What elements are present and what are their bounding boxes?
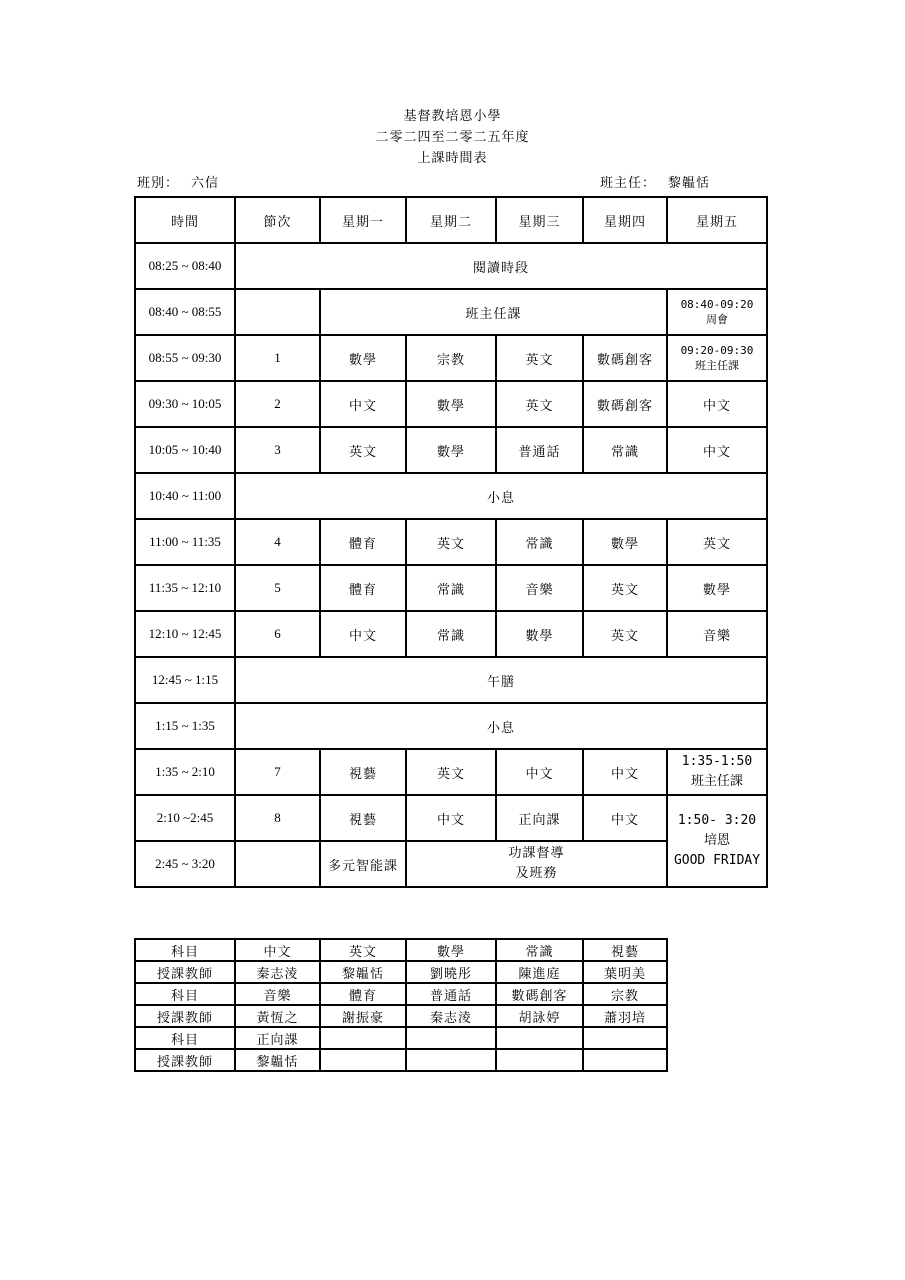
subject-cell: 常識 (406, 611, 496, 657)
teacher-table-cell: 中文 (235, 939, 320, 961)
teacher-table-cell: 謝振豪 (320, 1005, 406, 1027)
row-label-cell: 科目 (135, 1027, 235, 1049)
class-label: 班別： (137, 176, 180, 191)
subject-cell: 普通話 (496, 427, 583, 473)
class-teacher-value: 黎韞恬 (668, 176, 711, 191)
subject-cell: 英文 (496, 335, 583, 381)
subject-cell: 音樂 (667, 611, 767, 657)
time-cell: 1:35 ~ 2:10 (135, 749, 235, 795)
header-cell: 星期四 (583, 197, 667, 243)
friday-subject: 班主任課 (690, 774, 743, 789)
table-row (135, 749, 767, 795)
teacher-table-cell: 葉明美 (583, 961, 667, 983)
school-name: 基督教培恩小學 (403, 109, 502, 124)
table-row (135, 289, 767, 335)
teacher-table-cell (583, 1027, 667, 1049)
subject-cell: 中文 (667, 381, 767, 427)
document-title: 上課時間表 (417, 151, 488, 166)
teacher-table-cell (496, 1027, 583, 1049)
time-cell: 09:30 ~ 10:05 (135, 381, 235, 427)
time-cell: 11:00 ~ 11:35 (135, 519, 235, 565)
teacher-table-cell: 常識 (496, 939, 583, 961)
period-cell (235, 289, 320, 335)
subject-cell: 體育 (320, 565, 406, 611)
subject-cell: 中文 (583, 749, 667, 795)
time-cell: 2:45 ~ 3:20 (135, 841, 235, 887)
subject-cell: 中文 (667, 427, 767, 473)
subject-cell: 體育 (320, 519, 406, 565)
class-value: 六信 (191, 176, 220, 191)
teacher-table-cell: 視藝 (583, 939, 667, 961)
teacher-table-cell (320, 1027, 406, 1049)
subject-cell: 英文 (583, 565, 667, 611)
time-cell: 12:45 ~ 1:15 (135, 657, 235, 703)
table-row (135, 381, 767, 427)
table-row (135, 961, 667, 983)
subject-cell: 數學 (667, 565, 767, 611)
timetable (134, 196, 768, 888)
subject-cell: 中文 (583, 795, 667, 841)
table-row (135, 243, 767, 289)
subject-cell: 數學 (320, 335, 406, 381)
page-header (0, 106, 905, 169)
teacher-table-cell: 黎韞恬 (235, 1049, 320, 1071)
subject-cell: 英文 (496, 381, 583, 427)
subject-cell: 數碼創客 (583, 381, 667, 427)
subject-cell: 中文 (406, 795, 496, 841)
subject-cell: 數學 (406, 381, 496, 427)
subject-cell: 正向課 (496, 795, 583, 841)
table-row (135, 427, 767, 473)
time-cell: 12:10 ~ 12:45 (135, 611, 235, 657)
period-cell (235, 841, 320, 887)
period-cell: 2 (235, 381, 320, 427)
period-cell: 6 (235, 611, 320, 657)
teacher-table-cell (406, 1027, 496, 1049)
teacher-table (134, 938, 668, 1072)
teacher-table-cell: 黃恆之 (235, 1005, 320, 1027)
teacher-table-cell (496, 1049, 583, 1071)
friday-time: 1:35-1:50 (681, 754, 753, 769)
teacher-table-cell: 數碼創客 (496, 983, 583, 1005)
subject-cell: 視藝 (320, 795, 406, 841)
table-row (135, 1049, 667, 1071)
friday-subject: 班主任課 (695, 359, 739, 372)
friday-cell (667, 289, 767, 335)
row-label-cell: 授課教師 (135, 961, 235, 983)
table-row (135, 703, 767, 749)
friday-note: GOOD FRIDAY (673, 853, 761, 868)
table-row (135, 473, 767, 519)
teacher-table-cell: 正向課 (235, 1027, 320, 1049)
span-line: 及班務 (515, 866, 558, 881)
friday-subject: 培恩 (703, 833, 730, 848)
teacher-table-cell (406, 1049, 496, 1071)
friday-subject: 周會 (706, 313, 728, 326)
table-row (135, 795, 767, 841)
teacher-table-cell: 音樂 (235, 983, 320, 1005)
span-line: 功課督導 (508, 846, 565, 861)
friday-cell (667, 335, 767, 381)
table-row (135, 611, 767, 657)
teacher-table-cell (583, 1049, 667, 1071)
subject-cell: 常識 (496, 519, 583, 565)
subject-cell: 數學 (583, 519, 667, 565)
period-cell: 3 (235, 427, 320, 473)
friday-cell (667, 749, 767, 795)
span-cell (406, 841, 667, 887)
header-row (135, 197, 767, 243)
period-cell: 7 (235, 749, 320, 795)
time-cell: 11:35 ~ 12:10 (135, 565, 235, 611)
friday-time: 09:20-09:30 (680, 344, 754, 357)
span-cell: 班主任課 (320, 289, 667, 335)
table-row (135, 565, 767, 611)
teacher-table-cell (320, 1049, 406, 1071)
teacher-table-cell: 普通話 (406, 983, 496, 1005)
header-cell: 星期三 (496, 197, 583, 243)
friday-cell (667, 795, 767, 887)
row-label-cell: 科目 (135, 983, 235, 1005)
teacher-table-cell: 秦志淩 (235, 961, 320, 983)
period-cell: 5 (235, 565, 320, 611)
subject-cell: 宗教 (406, 335, 496, 381)
friday-time: 08:40-09:20 (680, 298, 754, 311)
span-cell: 小息 (235, 473, 767, 519)
span-cell: 午膳 (235, 657, 767, 703)
time-cell: 1:15 ~ 1:35 (135, 703, 235, 749)
subject-cell: 音樂 (496, 565, 583, 611)
teacher-table-cell: 體育 (320, 983, 406, 1005)
teacher-table-cell: 陳進庭 (496, 961, 583, 983)
header-cell: 星期二 (406, 197, 496, 243)
subject-cell: 英文 (320, 427, 406, 473)
subject-cell: 數學 (406, 427, 496, 473)
subject-cell: 英文 (406, 749, 496, 795)
time-cell: 08:25 ~ 08:40 (135, 243, 235, 289)
subject-cell: 視藝 (320, 749, 406, 795)
table-row (135, 519, 767, 565)
period-cell: 1 (235, 335, 320, 381)
subject-cell: 常識 (406, 565, 496, 611)
subject-cell: 常識 (583, 427, 667, 473)
time-cell: 10:40 ~ 11:00 (135, 473, 235, 519)
time-cell: 10:05 ~ 10:40 (135, 427, 235, 473)
subject-cell: 中文 (320, 381, 406, 427)
teacher-table-cell: 黎韞恬 (320, 961, 406, 983)
period-cell: 4 (235, 519, 320, 565)
row-label-cell: 授課教師 (135, 1005, 235, 1027)
teacher-table-cell: 秦志淩 (406, 1005, 496, 1027)
span-cell: 小息 (235, 703, 767, 749)
subject-cell: 中文 (320, 611, 406, 657)
subject-cell: 英文 (406, 519, 496, 565)
header-cell: 節次 (235, 197, 320, 243)
teacher-table-cell: 胡詠婷 (496, 1005, 583, 1027)
teacher-table-cell: 蕭羽培 (583, 1005, 667, 1027)
class-teacher-info (600, 172, 710, 191)
teacher-table-cell: 英文 (320, 939, 406, 961)
table-row (135, 983, 667, 1005)
subject-cell: 數學 (496, 611, 583, 657)
friday-time: 1:50- 3:20 (677, 813, 757, 828)
period-cell: 8 (235, 795, 320, 841)
subject-cell: 中文 (496, 749, 583, 795)
teacher-table-cell: 宗教 (583, 983, 667, 1005)
row-label-cell: 授課教師 (135, 1049, 235, 1071)
time-cell: 08:40 ~ 08:55 (135, 289, 235, 335)
time-cell: 08:55 ~ 09:30 (135, 335, 235, 381)
table-row (135, 939, 667, 961)
subject-cell: 英文 (667, 519, 767, 565)
school-year: 二零二四至二零二五年度 (375, 130, 530, 145)
table-row (135, 1005, 667, 1027)
header-cell: 星期五 (667, 197, 767, 243)
table-row (135, 1027, 667, 1049)
table-row (135, 657, 767, 703)
subject-cell: 英文 (583, 611, 667, 657)
table-row (135, 335, 767, 381)
time-cell: 2:10 ~2:45 (135, 795, 235, 841)
header-cell: 時間 (135, 197, 235, 243)
subject-cell: 多元智能課 (320, 841, 406, 887)
teacher-table-cell: 數學 (406, 939, 496, 961)
subject-cell: 數碼創客 (583, 335, 667, 381)
class-info (137, 172, 219, 191)
header-cell: 星期一 (320, 197, 406, 243)
row-label-cell: 科目 (135, 939, 235, 961)
span-cell: 閱讀時段 (235, 243, 767, 289)
teacher-table-cell: 劉曉彤 (406, 961, 496, 983)
class-teacher-label: 班主任： (600, 176, 657, 191)
